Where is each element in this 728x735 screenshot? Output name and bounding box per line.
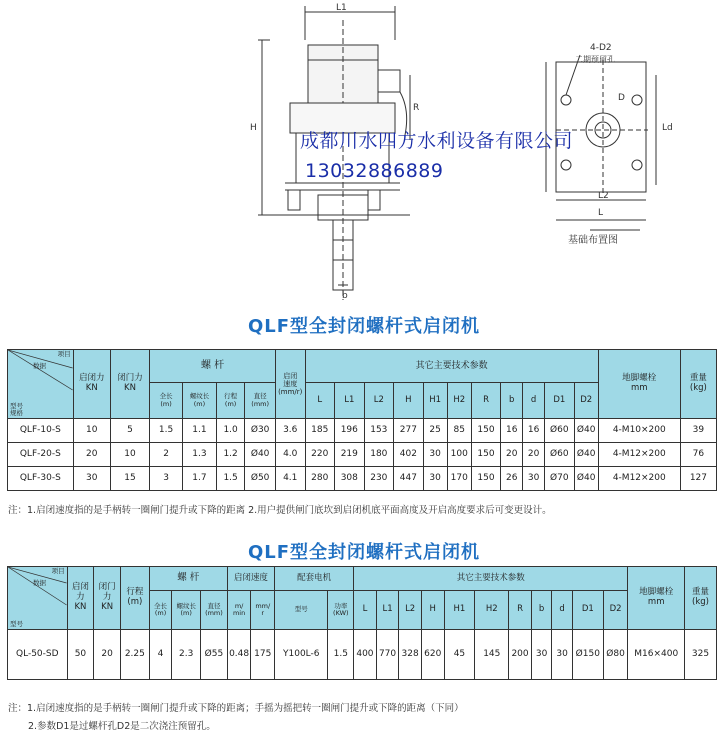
table-cell: 196: [335, 419, 365, 443]
dim-label-ld: Ld: [662, 123, 673, 133]
header-open-force: 启闭 力 KN: [67, 567, 94, 630]
subheader: 功率 (KW): [328, 591, 354, 630]
table-cell: 150: [471, 419, 501, 443]
table-cell: 0.48: [227, 630, 251, 680]
table-cell: 50: [67, 630, 94, 680]
subheader: D1: [572, 591, 603, 630]
header-weight: 重量 (kg): [680, 350, 716, 419]
subheader: m/ min: [227, 591, 251, 630]
subheader: b: [531, 591, 552, 630]
subheader: H: [394, 383, 424, 419]
table-cell: 30: [523, 467, 545, 491]
header-bolt: 地脚螺栓 mm: [628, 567, 685, 630]
table-cell: 16: [523, 419, 545, 443]
subheader: 行程 (m): [216, 383, 244, 419]
model-cell: QLF-30-S: [8, 467, 74, 491]
corner-data: 数据: [33, 362, 46, 370]
table-cell: 170: [447, 467, 471, 491]
table-row: [8, 419, 717, 443]
table-cell: 770: [376, 630, 399, 680]
table-cell: 39: [680, 419, 716, 443]
dim-label-l: L: [598, 208, 604, 218]
header-close-force: 闭门 力 KN: [94, 567, 121, 630]
header-speed: 启闭 速度 (mm/r): [275, 350, 305, 419]
table-cell: 200: [509, 630, 532, 680]
watermark-company: 成都川水四方水利设备有限公司: [300, 130, 574, 152]
table-cell: 153: [364, 419, 394, 443]
subheader: H2: [447, 383, 471, 419]
table-cell: 4-M12×200: [598, 443, 680, 467]
table-cell: 30: [552, 630, 573, 680]
table1-note: 注：1.启闭速度指的是手柄转一圈闸门提升或下降的距离 2.用户提供闸门底坎到启闭机底平面高度及开启高度要求后可变更设计。: [8, 505, 552, 516]
table-cell: 30: [423, 467, 447, 491]
table-cell: 4-M12×200: [598, 467, 680, 491]
header-screw: 螺 杆: [149, 567, 227, 591]
table-cell: Ø40: [574, 419, 598, 443]
table-cell: 1.0: [216, 419, 244, 443]
table-cell: 85: [447, 419, 471, 443]
subheader: b: [501, 383, 523, 419]
table-cell: Y100L-6: [275, 630, 328, 680]
subheader: D2: [603, 591, 628, 630]
subheader: 直径 (mm): [201, 591, 228, 630]
subheader: L1: [376, 591, 399, 630]
table-cell: 402: [394, 443, 424, 467]
table-cell: 20: [523, 443, 545, 467]
hole-note: 二期预留孔: [575, 55, 615, 64]
table-cell: 16: [501, 419, 523, 443]
model-cell: QLF-20-S: [8, 443, 74, 467]
dim-label-d: D: [618, 93, 625, 103]
table-cell: 4.0: [275, 443, 305, 467]
subheader: L: [305, 383, 335, 419]
subheader: 螺纹长 (m): [183, 383, 217, 419]
table-cell: 30: [423, 443, 447, 467]
table-cell: M16×400: [628, 630, 685, 680]
subheader: 型号: [275, 591, 328, 630]
table-cell: 1.5: [150, 419, 183, 443]
dim-label-4d2: 4-D2: [590, 43, 612, 53]
table-cell: 145: [475, 630, 509, 680]
table-cell: Ø40: [245, 443, 276, 467]
dim-label-b: b: [342, 291, 348, 301]
header-bolt: 地脚螺栓 mm: [598, 350, 680, 419]
table-cell: 10: [110, 443, 149, 467]
table-cell: 400: [354, 630, 377, 680]
corner-model: 型号: [10, 619, 23, 628]
table-cell: 45: [444, 630, 475, 680]
table1-title: QLF型全封闭螺杆式启闭机: [247, 316, 481, 337]
header-close-force: 闭门力 KN: [110, 350, 149, 419]
table-cell: 230: [364, 467, 394, 491]
table-cell: 25: [423, 419, 447, 443]
subheader: 螺纹长 (m): [172, 591, 201, 630]
table2-note-1: 注：1.启闭速度指的是手柄转一圈闸门提升或下降的距离；手摇为摇把转一圈闸门提升或下降的距离（下同）: [8, 703, 464, 714]
table-cell: 3: [150, 467, 183, 491]
table-cell: 308: [335, 467, 365, 491]
subheader: R: [509, 591, 532, 630]
corner-data: 数据: [33, 579, 46, 587]
table-cell: 150: [471, 467, 501, 491]
table-row: [8, 443, 717, 467]
subheader: d: [552, 591, 573, 630]
table-cell: 185: [305, 419, 335, 443]
table-cell: 127: [680, 467, 716, 491]
table2-title: QLF型全封闭螺杆式启闭机: [247, 542, 481, 563]
corner-item: 项目: [51, 567, 65, 575]
model-cell: QLF-10-S: [8, 419, 74, 443]
table-cell: Ø60: [545, 419, 575, 443]
table-cell: 328: [399, 630, 422, 680]
table-cell: Ø40: [574, 443, 598, 467]
table-cell: Ø55: [201, 630, 228, 680]
table-cell: 1.1: [183, 419, 217, 443]
table-cell: Ø50: [245, 467, 276, 491]
table-cell: 1.5: [216, 467, 244, 491]
dim-label-r: R: [413, 103, 420, 113]
table-cell: 76: [680, 443, 716, 467]
subheader: L2: [399, 591, 422, 630]
table-cell: 447: [394, 467, 424, 491]
dim-label-l2: L2: [598, 191, 609, 201]
table-cell: 10: [73, 419, 110, 443]
table-cell: 220: [305, 443, 335, 467]
subheader: d: [523, 383, 545, 419]
subheader: L1: [335, 383, 365, 419]
subheader: H1: [444, 591, 475, 630]
table-cell: 325: [684, 630, 716, 680]
table-cell: 280: [305, 467, 335, 491]
header-open-force: 启闭力 KN: [73, 350, 110, 419]
table2-corner-cell: [8, 567, 68, 630]
dim-label-h: H: [250, 123, 257, 133]
subheader: D2: [574, 383, 598, 419]
table-cell: 1.3: [183, 443, 217, 467]
subheader: H: [421, 591, 444, 630]
table-cell: 2.3: [172, 630, 201, 680]
subheader: 直径 (mm): [245, 383, 276, 419]
table-cell: 620: [421, 630, 444, 680]
table-cell: 219: [335, 443, 365, 467]
table-cell: 277: [394, 419, 424, 443]
subheader: L2: [364, 383, 394, 419]
table-cell: 175: [251, 630, 275, 680]
header-other-params: 其它主要技术参数: [305, 350, 598, 383]
table-cell: 1.2: [216, 443, 244, 467]
model-cell: QL-50-SD: [8, 630, 68, 680]
subheader: H2: [475, 591, 509, 630]
corner-model: 型号 规格: [10, 401, 23, 417]
table-cell: 1.5: [328, 630, 354, 680]
table-cell: 15: [110, 467, 149, 491]
dim-label-l1: L1: [336, 3, 347, 13]
header-screw: 螺 杆: [150, 350, 276, 383]
header-weight: 重量 (kg): [684, 567, 716, 630]
table1-corner-cell: [8, 350, 74, 419]
header-motor: 配套电机: [275, 567, 354, 591]
corner-item: 项目: [57, 350, 71, 358]
table-cell: 20: [501, 443, 523, 467]
subheader: L: [354, 591, 377, 630]
table-cell: 30: [531, 630, 552, 680]
watermark-phone: 13032886889: [305, 160, 444, 182]
subheader: H1: [423, 383, 447, 419]
header-other-params: 其它主要技术参数: [354, 567, 628, 591]
table-cell: Ø30: [245, 419, 276, 443]
spec-table-2: [7, 566, 717, 680]
table-cell: 150: [471, 443, 501, 467]
base-caption: 基础布置图: [568, 235, 618, 246]
table-cell: 3.6: [275, 419, 305, 443]
spec-table-1: [7, 349, 717, 491]
table-cell: Ø40: [574, 467, 598, 491]
table-cell: 20: [73, 443, 110, 467]
table-cell: 30: [73, 467, 110, 491]
subheader: R: [471, 383, 501, 419]
subheader: 全长 (m): [150, 383, 183, 419]
subheader: mm/ r: [251, 591, 275, 630]
table-row: [8, 630, 717, 680]
header-speed: 启闭速度: [227, 567, 274, 591]
table-cell: 4: [149, 630, 172, 680]
table2-note-2: 2.参数D1是过螺杆孔D2是二次浇注预留孔。: [28, 721, 216, 732]
subheader: D1: [545, 383, 575, 419]
table-cell: Ø70: [545, 467, 575, 491]
table-cell: 180: [364, 443, 394, 467]
header-stroke: 行程 (m): [120, 567, 149, 630]
table-cell: 20: [94, 630, 121, 680]
table-cell: 4.1: [275, 467, 305, 491]
table-cell: 5: [110, 419, 149, 443]
table-cell: Ø150: [572, 630, 603, 680]
table-cell: Ø80: [603, 630, 628, 680]
table-cell: 4-M10×200: [598, 419, 680, 443]
table-cell: 2.25: [120, 630, 149, 680]
table-cell: 2: [150, 443, 183, 467]
table-row: [8, 467, 717, 491]
table-cell: 100: [447, 443, 471, 467]
table-cell: 1.7: [183, 467, 217, 491]
subheader: 全长 (m): [149, 591, 172, 630]
table-cell: Ø60: [545, 443, 575, 467]
table-cell: 26: [501, 467, 523, 491]
